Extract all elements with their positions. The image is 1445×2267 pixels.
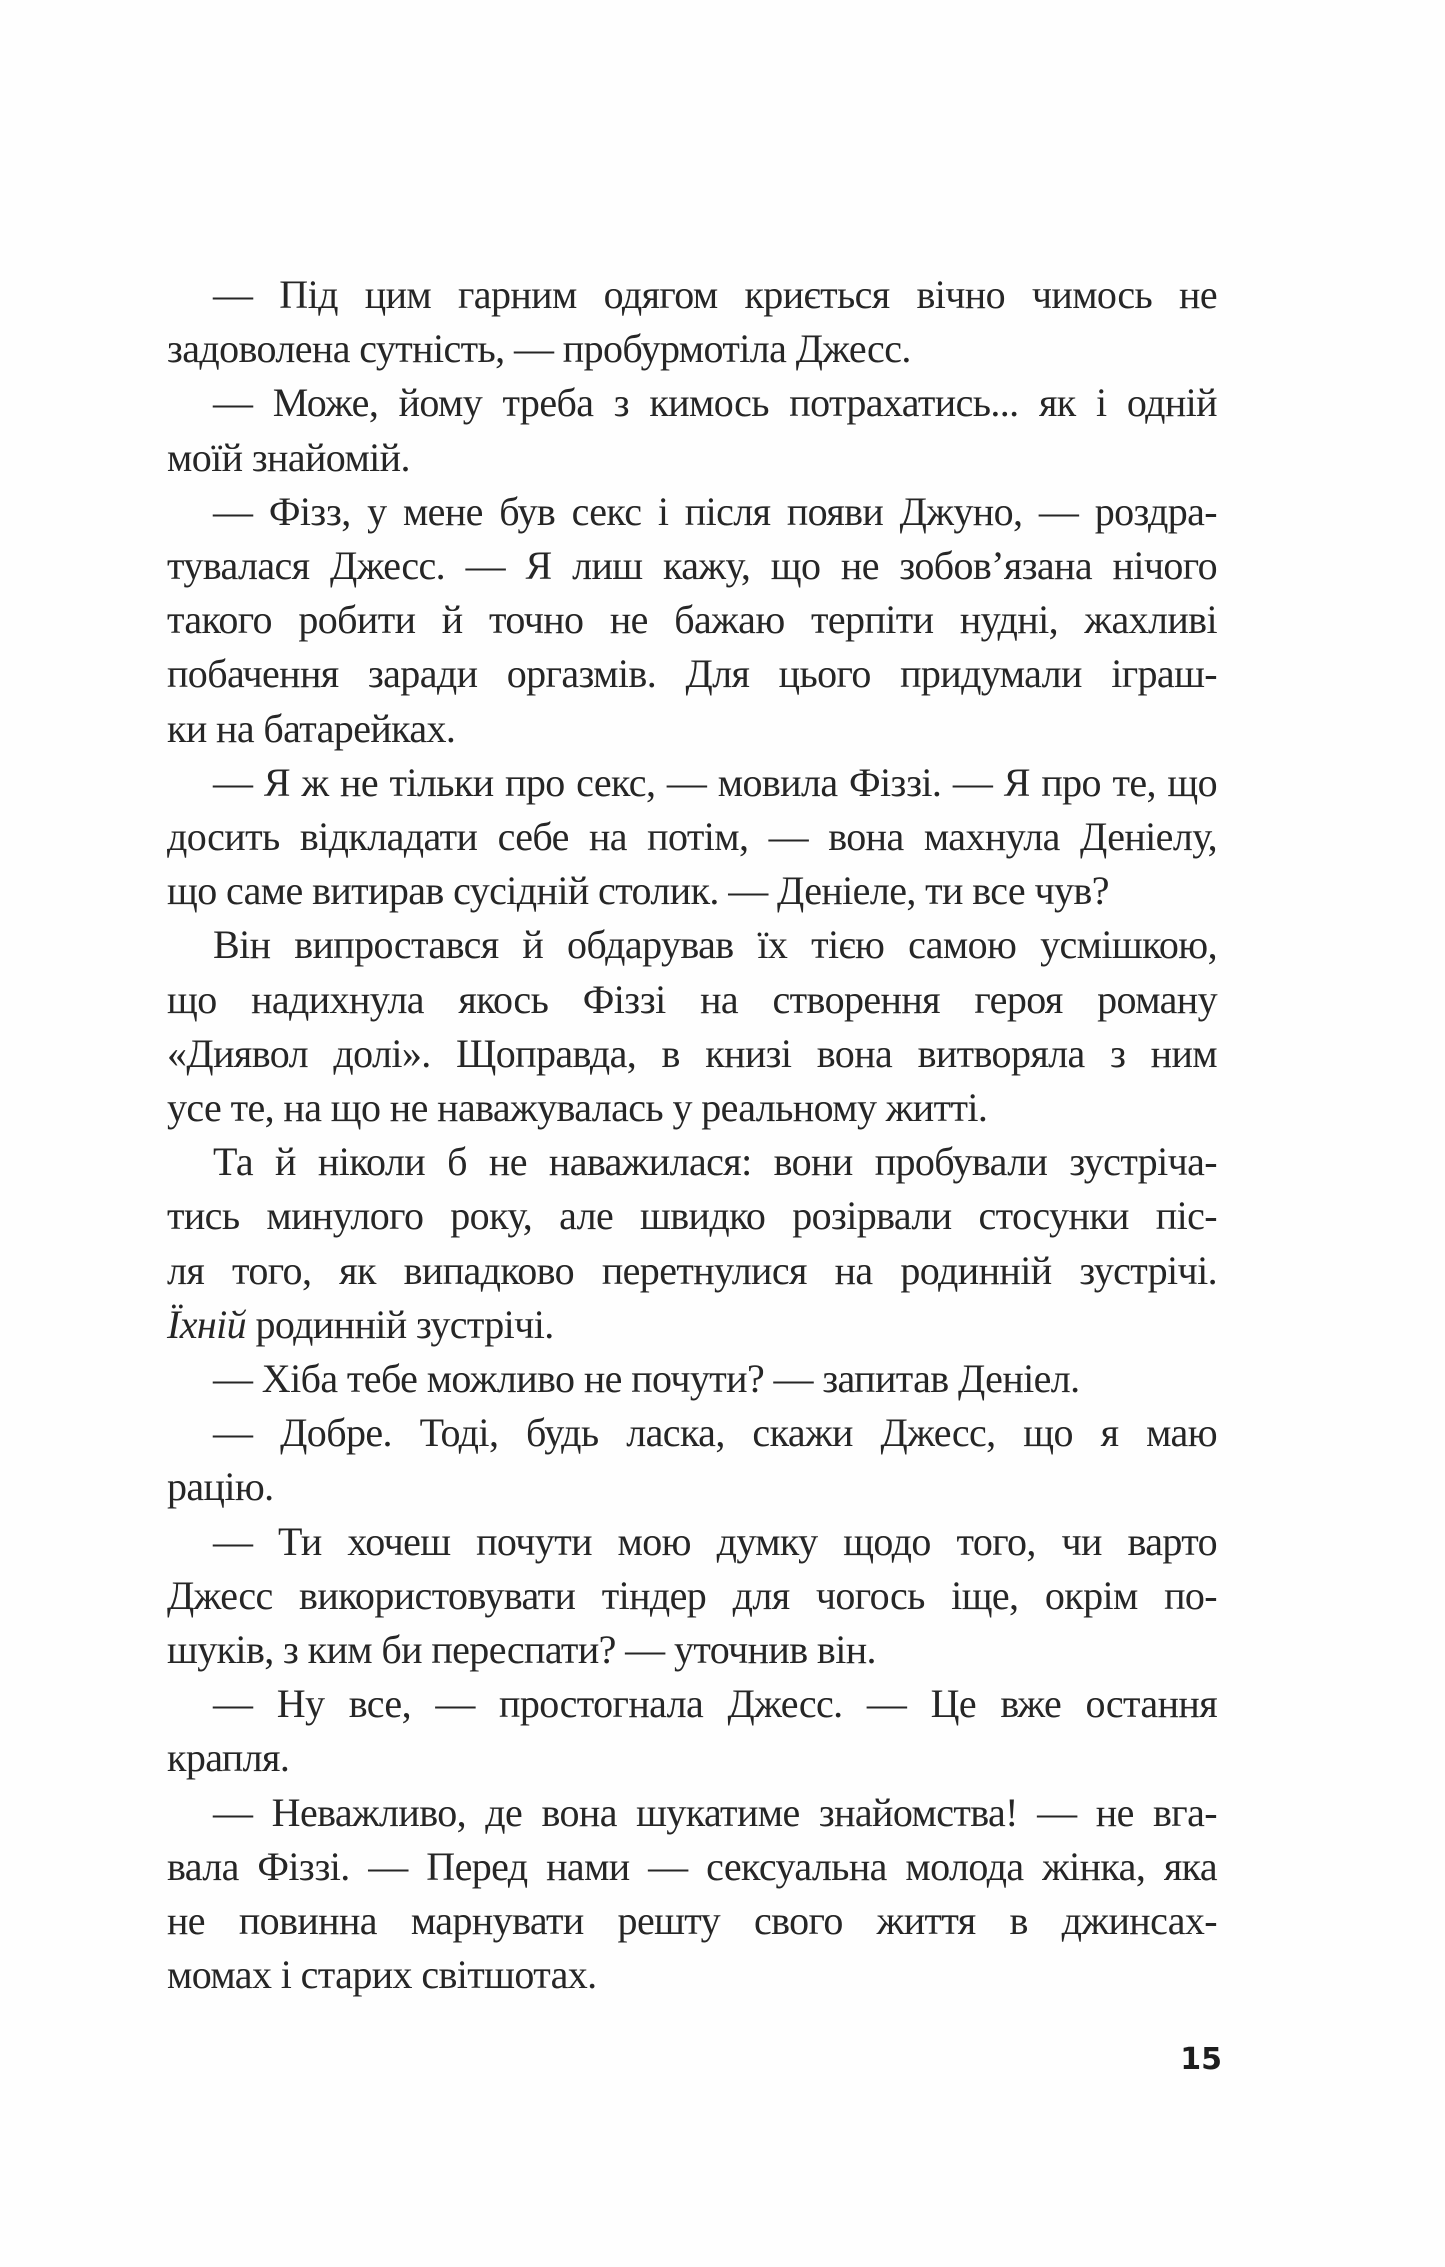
text-line: — Хіба тебе можливо не почути? — запитав Деніел.: [213, 1356, 1080, 1402]
text-line: — Фізз, у мене був секс і після появи Джуно, — роздра-: [213, 488, 1217, 534]
text-line: Джесс використовувати тіндер для чогось іще, окрім по-: [167, 1572, 1217, 1618]
text-line: [167, 1298, 1217, 1352]
italic-emphasis: Їхній: [167, 1301, 247, 1347]
text-line: — Ну все, — простогнала Джесс. — Це вже остання: [213, 1681, 1217, 1727]
text-line: шуків, з ким би переспати? — уточнив він.: [167, 1627, 876, 1673]
text-line: вала Фіззі. — Перед нами — сексуальна молода жінка, яка: [167, 1843, 1217, 1889]
paragraph-5: [167, 918, 1217, 1135]
text-line: побачення заради оргазмів. Для цього придумали іграш-: [167, 651, 1217, 697]
text-line: — Ти хочеш почути мою думку щодо того, чи варто: [213, 1518, 1217, 1564]
text-line: «Диявол долі». Щоправда, в книзі вона витворяла з ним: [167, 1030, 1217, 1076]
paragraph-1: [167, 268, 1217, 376]
paragraph-2: [167, 376, 1217, 484]
text-line: — Може, йому треба з кимось потрахатись... як і одній: [213, 380, 1217, 426]
text-line: рацію.: [167, 1464, 274, 1510]
paragraph-10: [167, 1677, 1217, 1785]
text-line: усе те, на що не наважувалась у реальному житті.: [167, 1085, 988, 1131]
paragraph-7: [167, 1352, 1217, 1406]
text-line: момах і старих світшотах.: [167, 1952, 597, 1998]
text-line: не повинна марнувати решту свого життя в джинсах-: [167, 1898, 1217, 1944]
text-line: ки на батарейках.: [167, 705, 456, 751]
text-line: — Добре. Тоді, будь ласка, скажи Джесс, що я маю: [213, 1410, 1217, 1456]
text-line: моїй знайомій.: [167, 434, 410, 480]
text-line: Та й ніколи б не наважилася: вони пробували зустріча-: [213, 1139, 1217, 1185]
text-line: тувалася Джесс. — Я лиш кажу, що не зобов’язана нічого: [167, 543, 1217, 589]
paragraph-11: [167, 1786, 1217, 2003]
text-line: тись минулого року, але швидко розірвали стосунки піс-: [167, 1193, 1217, 1239]
text-line: що саме витирав сусідній столик. — Деніеле, ти все чув?: [167, 868, 1109, 914]
text-line: що надихнула якось Фіззі на створення героя роману: [167, 976, 1217, 1022]
text-fragment: родинній зустрічі.: [246, 1301, 554, 1347]
text-line: ля того, як випадково перетнулися на родинній зустрічі.: [167, 1247, 1217, 1293]
paragraph-6: [167, 1135, 1217, 1352]
paragraph-4: [167, 756, 1217, 919]
paragraph-9: [167, 1515, 1217, 1678]
text-line: — Під цим гарним одягом криється вічно чимось не: [213, 272, 1217, 317]
body-text: [167, 268, 1217, 2003]
text-line: — Неважливо, де вона шукатиме знайомства! — не вга-: [213, 1789, 1217, 1835]
paragraph-3: [167, 485, 1217, 756]
page-number: 15: [1180, 2042, 1222, 2077]
paragraph-8: [167, 1406, 1217, 1514]
text-line: — Я ж не тільки про секс, — мовила Фіззі. — Я про те, що: [213, 759, 1217, 805]
text-line: Він випростався й обдарував їх тією самою усмішкою,: [213, 922, 1217, 968]
text-line: крапля.: [167, 1735, 290, 1781]
text-line: досить відкладати себе на потім, — вона махнула Деніелу,: [167, 814, 1217, 860]
text-line: такого робити й точно не бажаю терпіти нудні, жахливі: [167, 597, 1217, 643]
text-line: задоволена сутність, — пробурмотіла Джесс.: [167, 326, 911, 372]
